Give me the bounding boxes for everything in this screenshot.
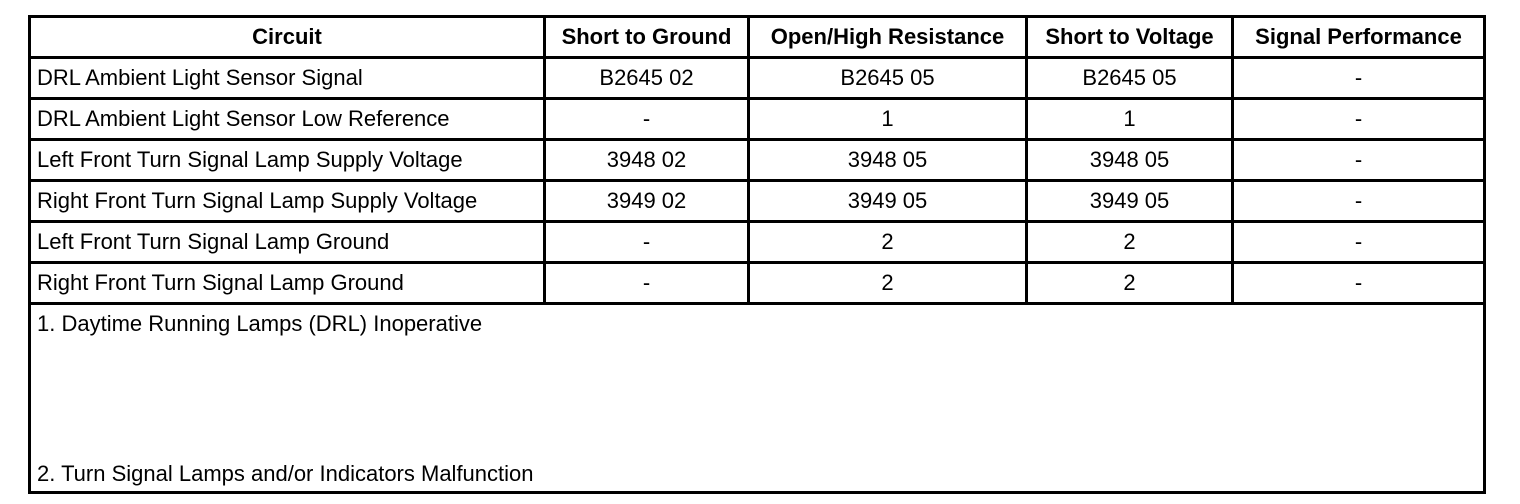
open-high-resistance-cell: 3948 05 <box>749 140 1027 181</box>
open-high-resistance-cell: 3949 05 <box>749 181 1027 222</box>
column-header-open-high-resistance: Open/High Resistance <box>749 17 1027 58</box>
column-header-short-to-ground: Short to Ground <box>545 17 749 58</box>
signal-performance-cell: - <box>1233 263 1485 304</box>
circuit-name-cell: Right Front Turn Signal Lamp Ground <box>30 263 545 304</box>
short-to-voltage-cell: 1 <box>1027 99 1233 140</box>
note-2: 2. Turn Signal Lamps and/or Indicators Malfunction <box>37 461 534 486</box>
short-to-ground-cell: 3948 02 <box>545 140 749 181</box>
open-high-resistance-cell: 2 <box>749 263 1027 304</box>
circuit-name-cell: Left Front Turn Signal Lamp Supply Voltage <box>30 140 545 181</box>
notes-cell <box>30 304 1485 493</box>
short-to-voltage-cell: 3948 05 <box>1027 140 1233 181</box>
circuit-name-cell: Left Front Turn Signal Lamp Ground <box>30 222 545 263</box>
column-header-short-to-voltage: Short to Voltage <box>1027 17 1233 58</box>
short-to-ground-cell: 3949 02 <box>545 181 749 222</box>
notes-row <box>30 304 1485 493</box>
short-to-ground-cell: B2645 02 <box>545 58 749 99</box>
table-header-row <box>30 17 1485 58</box>
short-to-voltage-cell: B2645 05 <box>1027 58 1233 99</box>
table-row <box>30 58 1485 99</box>
circuit-name-cell: Right Front Turn Signal Lamp Supply Voltage <box>30 181 545 222</box>
signal-performance-cell: - <box>1233 140 1485 181</box>
column-header-circuit: Circuit <box>30 17 545 58</box>
table-row <box>30 222 1485 263</box>
signal-performance-cell: - <box>1233 222 1485 263</box>
circuit-name-cell: DRL Ambient Light Sensor Signal <box>30 58 545 99</box>
signal-performance-cell: - <box>1233 58 1485 99</box>
table-row <box>30 181 1485 222</box>
short-to-voltage-cell: 2 <box>1027 263 1233 304</box>
signal-performance-cell: - <box>1233 181 1485 222</box>
open-high-resistance-cell: 1 <box>749 99 1027 140</box>
circuit-dtc-table <box>28 15 1486 494</box>
signal-performance-cell: - <box>1233 99 1485 140</box>
short-to-ground-cell: - <box>545 99 749 140</box>
circuit-name-cell: DRL Ambient Light Sensor Low Reference <box>30 99 545 140</box>
open-high-resistance-cell: B2645 05 <box>749 58 1027 99</box>
short-to-voltage-cell: 2 <box>1027 222 1233 263</box>
table-row <box>30 263 1485 304</box>
short-to-ground-cell: - <box>545 263 749 304</box>
short-to-ground-cell: - <box>545 222 749 263</box>
note-1: 1. Daytime Running Lamps (DRL) Inoperative <box>37 311 483 336</box>
table-row <box>30 140 1485 181</box>
short-to-voltage-cell: 3949 05 <box>1027 181 1233 222</box>
open-high-resistance-cell: 2 <box>749 222 1027 263</box>
column-header-signal-performance: Signal Performance <box>1233 17 1485 58</box>
table-row <box>30 99 1485 140</box>
